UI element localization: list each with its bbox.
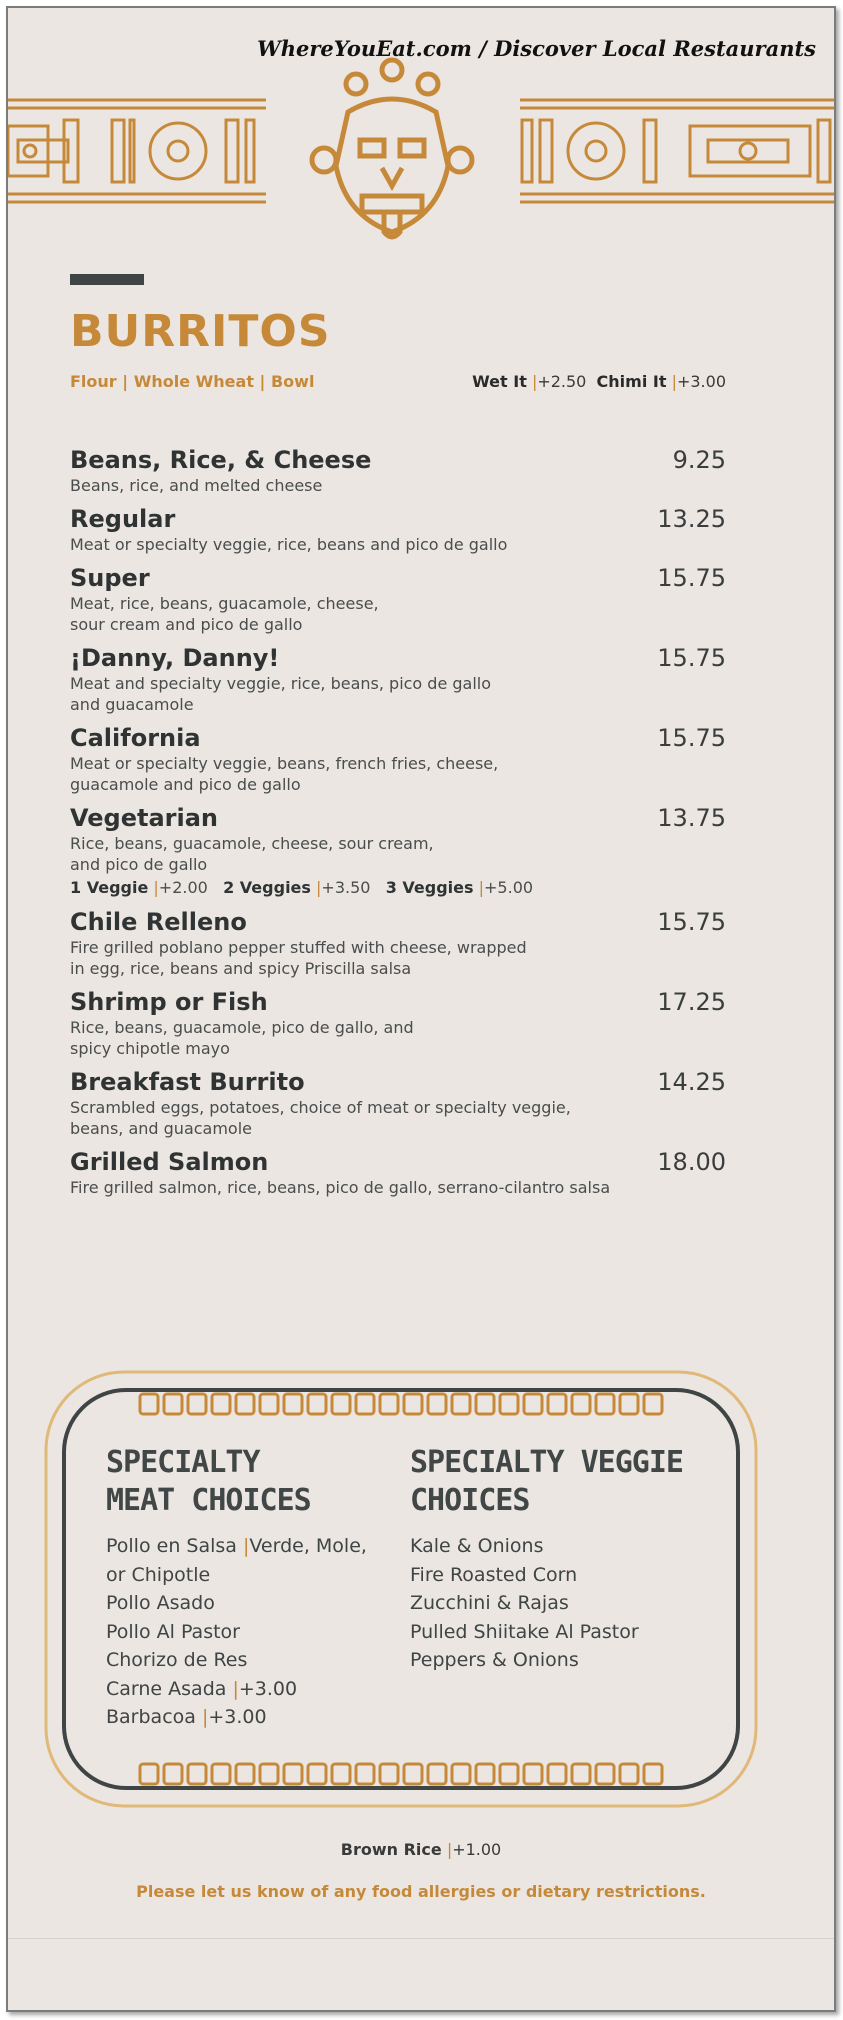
menu-item xyxy=(70,804,726,899)
item-price: 15.75 xyxy=(657,724,726,752)
addon-price: +3.50 xyxy=(321,878,371,897)
aztec-frieze-left xyxy=(8,100,266,202)
item-name: Breakfast Burrito xyxy=(70,1068,305,1096)
item-price: 13.75 xyxy=(657,804,726,832)
item-description: Scrambled eggs, potatoes, choice of meat or specialty veggie, beans, and guacamole xyxy=(70,1098,571,1138)
menu-item xyxy=(70,988,726,1059)
item-description: Rice, beans, guacamole, cheese, sour cream, and pico de gallo xyxy=(70,834,434,874)
item-price: 13.25 xyxy=(657,505,726,533)
choice-item xyxy=(106,1561,406,1590)
item-name: Beans, Rice, & Cheese xyxy=(70,446,372,474)
item-name: Super xyxy=(70,564,150,592)
choice-item xyxy=(106,1532,406,1561)
choice-item xyxy=(106,1646,406,1675)
item-description: Meat and specialty veggie, rice, beans, pico de gallo and guacamole xyxy=(70,674,492,714)
choice-item xyxy=(106,1703,406,1732)
choice-item xyxy=(410,1532,710,1561)
addon-label: 2 Veggies xyxy=(223,878,311,897)
brown-rice-price: +1.00 xyxy=(452,1840,502,1859)
choice-item xyxy=(106,1589,406,1618)
item-description: Beans, rice, and melted cheese xyxy=(70,476,323,495)
addon-price: +5.00 xyxy=(484,878,534,897)
extra-label: Chimi It xyxy=(596,372,667,391)
item-description: Rice, beans, guacamole, pico de gallo, and spicy chipotle mayo xyxy=(70,1018,414,1058)
choice-label: Pollo en Salsa xyxy=(106,1535,237,1557)
choice-item xyxy=(410,1561,710,1590)
item-description: Meat, rice, beans, guacamole, cheese, sour cream and pico de gallo xyxy=(70,594,379,634)
item-price: 17.25 xyxy=(657,988,726,1016)
extra-price: +3.00 xyxy=(676,372,726,391)
tortilla-options: Flour | Whole Wheat | Bowl xyxy=(70,372,315,391)
choice-label: Chorizo de Res xyxy=(106,1649,248,1671)
choice-label: Pulled Shiitake Al Pastor xyxy=(410,1620,639,1643)
choice-item xyxy=(106,1618,406,1647)
item-name: California xyxy=(70,724,201,752)
menu-item xyxy=(70,724,726,795)
item-name: Regular xyxy=(70,505,176,533)
addon-label: 3 Veggies xyxy=(385,878,474,897)
specialty-meat-list xyxy=(106,1532,406,1732)
item-name: Vegetarian xyxy=(70,804,219,832)
item-description: Fire grilled poblano pepper stuffed with cheese, wrapped in egg, rice, beans and spicy Priscilla salsa xyxy=(70,938,527,978)
choice-separator: | xyxy=(242,1535,250,1557)
choice-label: Barbacoa xyxy=(106,1706,196,1728)
item-description: Meat or specialty veggie, rice, beans and pico de gallo xyxy=(70,535,508,554)
allergy-note: Please let us know of any food allergies or dietary restrictions. xyxy=(136,1882,706,1901)
specialty-veggie-column xyxy=(410,1444,710,1675)
extras-line: Wet It |+2.50 Chimi It |+3.00 xyxy=(472,372,726,391)
item-description: Meat or specialty veggie, beans, french fries, cheese, guacamole and pico de gallo xyxy=(70,754,499,794)
choice-label: or Chipotle xyxy=(106,1563,211,1586)
item-name: ¡Danny, Danny! xyxy=(70,644,280,672)
choice-label: Kale & Onions xyxy=(410,1535,544,1557)
extra-label: Wet It xyxy=(472,372,527,391)
specialty-meat-title: SPECIALTY MEAT CHOICES xyxy=(106,1445,311,1518)
item-price: 9.25 xyxy=(672,446,726,474)
addon-label: 1 Veggie xyxy=(70,878,149,897)
menu-item xyxy=(70,564,726,635)
item-price: 15.75 xyxy=(657,644,726,672)
item-addons: 1 Veggie |+2.00 2 Veggies |+3.50 3 Veggies |+5.00 xyxy=(70,878,534,897)
option-label: Whole Wheat xyxy=(133,372,254,391)
aztec-banner xyxy=(8,56,834,251)
item-price: 15.75 xyxy=(657,564,726,592)
choice-item xyxy=(410,1589,710,1618)
choice-label: Pollo Asado xyxy=(106,1592,215,1614)
section-title: BURRITOS xyxy=(70,306,331,357)
choice-item xyxy=(410,1646,710,1675)
menu-item xyxy=(70,446,726,496)
item-description: Fire grilled salmon, rice, beans, pico de gallo, serrano-cilantro salsa xyxy=(70,1178,611,1197)
choice-item xyxy=(410,1618,710,1647)
brown-rice-line: Brown Rice |+1.00 xyxy=(340,1840,502,1859)
burrito-list xyxy=(70,446,726,1207)
specialty-veggie-title: SPECIALTY VEGGIE CHOICES xyxy=(410,1445,683,1518)
choice-separator: | xyxy=(232,1677,239,1700)
item-price: 14.25 xyxy=(657,1068,726,1096)
option-label: Flour xyxy=(70,372,117,391)
brown-rice-label: Brown Rice xyxy=(340,1840,442,1859)
specialty-meat-column xyxy=(106,1444,406,1732)
choice-label: Fire Roasted Corn xyxy=(410,1563,578,1586)
menu-item xyxy=(70,644,726,715)
choice-item xyxy=(106,1675,406,1704)
extra-price: +2.50 xyxy=(537,372,587,391)
menu-item xyxy=(70,505,726,555)
item-price: 15.75 xyxy=(657,908,726,936)
item-price: 18.00 xyxy=(657,1148,726,1176)
addon-price: +2.00 xyxy=(158,878,208,897)
choice-separator: | xyxy=(201,1706,209,1728)
site-watermark: WhereYouEat.com / Discover Local Restaurants xyxy=(257,36,816,61)
item-name: Grilled Salmon xyxy=(70,1148,269,1176)
menu-item xyxy=(70,1148,726,1198)
specialty-veggie-list xyxy=(410,1532,710,1675)
accent-bar xyxy=(70,274,144,285)
menu-item xyxy=(70,1068,726,1139)
item-name: Chile Relleno xyxy=(70,908,247,936)
item-name: Shrimp or Fish xyxy=(70,988,268,1016)
choice-extra: +3.00 xyxy=(208,1706,267,1728)
choice-label: Zucchini & Rajas xyxy=(410,1592,569,1614)
choice-extra: Verde, Mole, xyxy=(249,1535,367,1557)
menu-item xyxy=(70,908,726,979)
aztec-frieze-right xyxy=(520,100,834,202)
choice-extra: +3.00 xyxy=(238,1677,298,1700)
choice-label: Pollo Al Pastor xyxy=(106,1620,240,1643)
option-label: Bowl xyxy=(270,372,315,391)
choice-label: Peppers & Onions xyxy=(410,1649,579,1671)
choice-label: Carne Asada xyxy=(106,1677,227,1700)
aztec-mask-icon xyxy=(312,60,472,237)
menu-page xyxy=(6,6,836,2012)
divider xyxy=(8,1938,834,1939)
